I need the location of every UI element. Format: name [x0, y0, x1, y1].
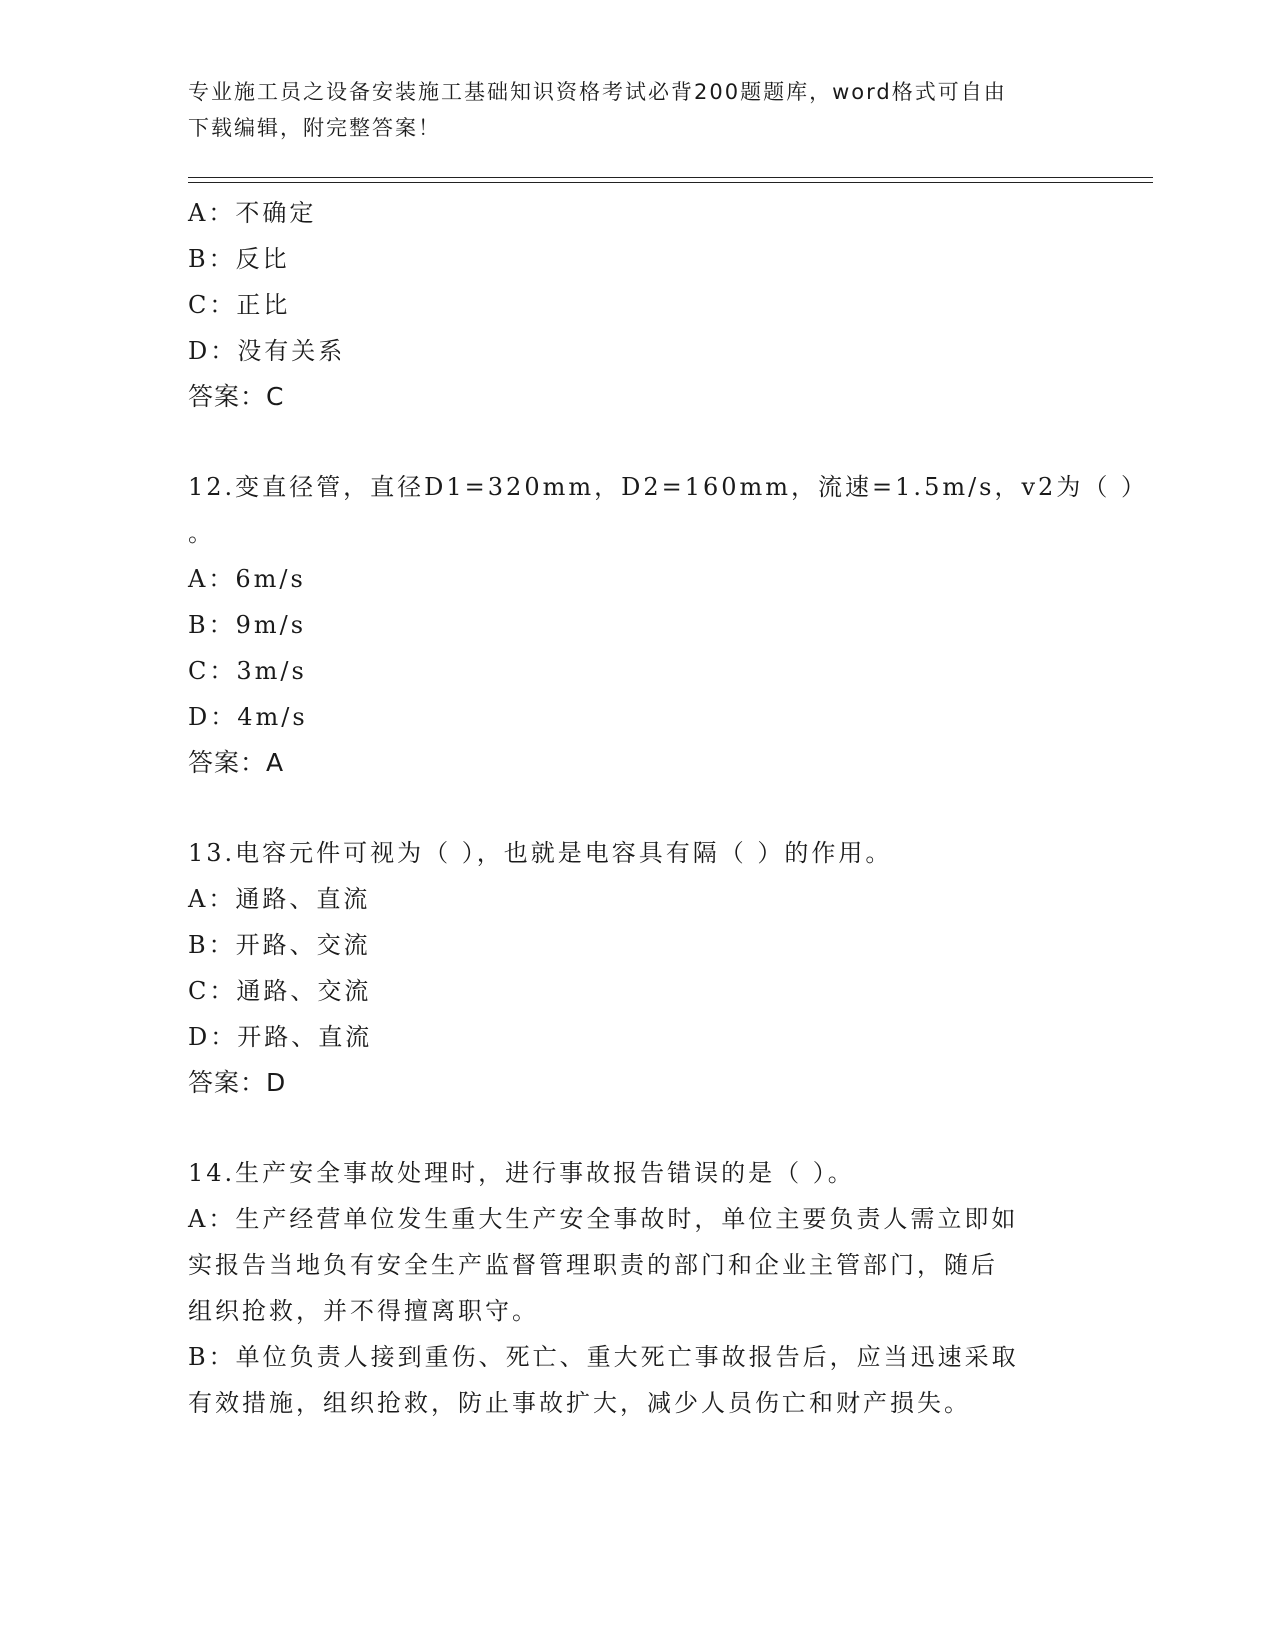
option-d: D：开路、直流 [188, 1023, 373, 1051]
question-stem: 13.电容元件可视为（ ），也就是电容具有隔（ ）的作用。 [188, 839, 893, 867]
question-content [188, 190, 1148, 1426]
option-a-line-3: 组织抢救，并不得擅离职守。 [188, 1297, 539, 1325]
option-b: B：开路、交流 [188, 931, 371, 959]
option-a: A：通路、直流 [188, 885, 371, 913]
option-d: D：没有关系 [188, 337, 346, 365]
option-b: B：反比 [188, 245, 290, 273]
header-line-1: 专业施工员之设备安装施工基础知识资格考试必背200题题库，word格式可自由 [188, 80, 1007, 104]
option-a: A：不确定 [188, 199, 317, 227]
option-a [188, 1196, 1088, 1334]
option-c: C：3m/s [188, 657, 307, 685]
option-b-line-2: 有效措施，组织抢救，防止事故扩大，减少人员伤亡和财产损失。 [188, 1389, 971, 1417]
question-13 [188, 830, 1088, 1106]
option-b [188, 1334, 1088, 1426]
question-14 [188, 1150, 1088, 1426]
question-stem: 12.变直径管，直径D1=320mm，D2=160mm，流速=1.5m/s，v2为（ ） [188, 473, 1148, 501]
question-stem-continued: 。 [188, 519, 215, 547]
option-a: A：6m/s [188, 565, 306, 593]
answer: 答案：D [188, 1068, 287, 1097]
option-b-line-1: B：单位负责人接到重伤、死亡、重大死亡事故报告后，应当迅速采取 [188, 1343, 1019, 1371]
option-c: C：通路、交流 [188, 977, 372, 1005]
header-divider-top [188, 177, 1153, 178]
answer: 答案：C [188, 382, 285, 411]
option-b: B：9m/s [188, 611, 307, 639]
answer: 答案：A [188, 748, 285, 777]
option-a-line-1: A：生产经营单位发生重大生产安全事故时，单位主要负责人需立即如 [188, 1205, 1019, 1233]
option-c: C：正比 [188, 291, 291, 319]
document-header [188, 74, 1088, 146]
question-11 [188, 190, 1088, 420]
header-line-2: 下载编辑，附完整答案！ [188, 116, 441, 140]
question-12 [188, 464, 1148, 786]
option-d: D：4m/s [188, 703, 308, 731]
option-a-line-2: 实报告当地负有安全生产监督管理职责的部门和企业主管部门，随后 [188, 1251, 998, 1279]
question-stem: 14.生产安全事故处理时，进行事故报告错误的是（ ）。 [188, 1159, 855, 1187]
header-divider-bottom [188, 182, 1153, 183]
